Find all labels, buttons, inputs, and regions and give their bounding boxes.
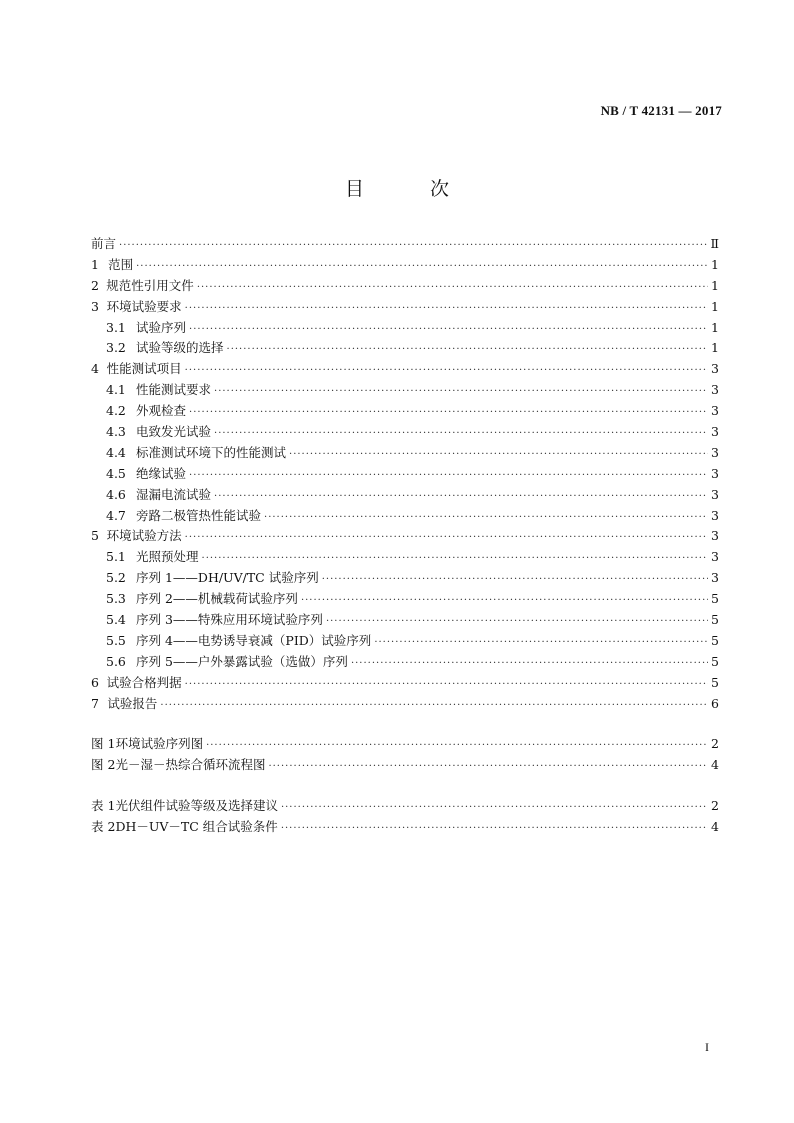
toc-entry-label: 旁路二极管热性能试验 <box>136 507 262 523</box>
table-label: DH－UV－TC 组合试验条件 <box>115 819 278 835</box>
toc-entry-number: 5.5 <box>106 632 126 648</box>
toc-entry[interactable] <box>91 359 719 380</box>
toc-entry[interactable] <box>91 297 719 318</box>
toc-entry-label: 序列 3——特殊应用环境试验序列 <box>136 612 323 628</box>
toc-subentry[interactable] <box>91 485 719 506</box>
toc-entry[interactable] <box>91 694 719 715</box>
figure-page: 4 <box>711 757 719 773</box>
toc-subentry[interactable] <box>91 443 719 464</box>
toc-entry-label: 环境试验要求 <box>106 298 182 314</box>
toc-entry-page: 1 <box>711 319 719 335</box>
dot-leader <box>189 466 708 487</box>
toc-entry-label: 试验序列 <box>136 319 187 335</box>
toc-entry-number: 6 <box>91 674 99 690</box>
toc-entry-page: 1 <box>711 277 719 293</box>
toc-subentry[interactable] <box>91 568 719 589</box>
toc-subentry[interactable] <box>91 464 719 485</box>
toc-subentry[interactable] <box>91 401 719 422</box>
dot-leader <box>264 508 708 529</box>
table-entry[interactable] <box>91 796 719 817</box>
toc-entry-page: 1 <box>711 340 719 356</box>
toc-subentry[interactable] <box>91 506 719 527</box>
dot-leader <box>185 299 708 320</box>
figure-page: 2 <box>711 736 719 752</box>
dot-leader <box>214 382 708 403</box>
toc-entry-number: 7 <box>91 695 99 711</box>
toc-entry-label: 性能测试要求 <box>136 382 212 398</box>
toc-entry-label: 湿漏电流试验 <box>136 486 212 502</box>
dot-leader <box>197 278 708 299</box>
toc-entry-page: 5 <box>711 591 719 607</box>
table-number: 表 1 <box>91 798 116 814</box>
toc-entry-page: 5 <box>711 632 719 648</box>
toc-entry-number: 4.7 <box>106 507 126 523</box>
toc-entry-number: 4 <box>91 361 99 377</box>
toc-subentry[interactable] <box>91 380 719 401</box>
toc-entry-number: 5 <box>91 528 99 544</box>
dot-leader <box>206 736 708 757</box>
toc-entry-number: 3 <box>91 298 99 314</box>
figure-label: 光－湿－热综合循环流程图 <box>115 757 266 773</box>
toc-entry-label: 性能测试项目 <box>106 361 182 377</box>
toc-subentry[interactable] <box>91 631 719 652</box>
dot-leader <box>326 612 708 633</box>
toc-entry-page: 3 <box>711 549 719 565</box>
toc-subentry[interactable] <box>91 652 719 673</box>
table-of-contents <box>91 234 719 838</box>
toc-entry-foreword[interactable] <box>91 234 719 255</box>
dot-leader <box>189 320 708 341</box>
toc-subentry[interactable] <box>91 318 719 339</box>
toc-entry-label: 范围 <box>108 256 134 272</box>
toc-entry-number: 5.4 <box>106 612 126 628</box>
figure-label: 环境试验序列图 <box>115 736 204 752</box>
toc-entry-page: 5 <box>711 653 719 669</box>
toc-subentry[interactable] <box>91 589 719 610</box>
toc-entry-page: 3 <box>711 444 719 460</box>
toc-entry-number: 5.6 <box>106 653 126 669</box>
dot-leader <box>119 236 707 257</box>
toc-entry-number: 4.1 <box>106 382 126 398</box>
dot-leader <box>136 257 708 278</box>
toc-entry-number: 5.2 <box>106 570 126 586</box>
dot-leader <box>214 424 708 445</box>
toc-subentry[interactable] <box>91 610 719 631</box>
dot-leader <box>268 757 708 778</box>
toc-entry[interactable] <box>91 255 719 276</box>
toc-entry-number: 3.1 <box>106 319 126 335</box>
toc-entry[interactable] <box>91 276 719 297</box>
toc-entry-label: 序列 5——户外暴露试验（选做）序列 <box>136 653 348 669</box>
dot-leader <box>185 675 708 696</box>
toc-entry-number: 1 <box>91 256 99 272</box>
toc-entry-label: 光照预处理 <box>136 549 199 565</box>
toc-entry-page: 3 <box>711 403 719 419</box>
toc-entry-page: 3 <box>711 382 719 398</box>
dot-leader <box>202 549 708 570</box>
toc-entry-label: 序列 1——DH/UV/TC 试验序列 <box>136 570 319 586</box>
toc-entry-label: 外观检查 <box>136 403 187 419</box>
dot-leader <box>160 696 708 717</box>
toc-entry-label: 试验等级的选择 <box>136 340 224 356</box>
dot-leader <box>322 570 708 591</box>
dot-leader <box>214 487 708 508</box>
figure-number: 图 2 <box>91 757 116 773</box>
toc-entry-number: 3.2 <box>106 340 126 356</box>
toc-entry-number: 5.1 <box>106 549 126 565</box>
toc-entry-page: 3 <box>711 361 719 377</box>
toc-entry-label: 序列 4——电势诱导衰减（PID）试验序列 <box>136 632 372 648</box>
toc-entry-label: 序列 2——机械载荷试验序列 <box>136 591 298 607</box>
toc-entry-number: 4.3 <box>106 424 126 440</box>
dot-leader <box>281 819 708 840</box>
toc-entry-label: 前言 <box>91 236 117 251</box>
dot-leader <box>185 361 708 382</box>
toc-entry-label: 试验报告 <box>107 695 158 711</box>
toc-subentry[interactable] <box>91 338 719 359</box>
dot-leader <box>189 403 708 424</box>
toc-entry-page: 1 <box>711 256 719 272</box>
toc-entry[interactable] <box>91 526 719 547</box>
toc-entry-number: 4.6 <box>106 486 126 502</box>
figure-number: 图 1 <box>91 736 116 752</box>
dot-leader <box>351 654 708 675</box>
dot-leader <box>281 798 708 819</box>
dot-leader <box>374 633 708 654</box>
toc-entry-page: 5 <box>711 674 719 690</box>
dot-leader <box>185 528 708 549</box>
toc-entry-page: 3 <box>711 507 719 523</box>
toc-entry-page: 6 <box>711 695 719 711</box>
toc-entry-page: 3 <box>711 528 719 544</box>
toc-entry-number: 5.3 <box>106 591 126 607</box>
toc-entry-page: 3 <box>711 570 719 586</box>
toc-subentry[interactable] <box>91 422 719 443</box>
toc-entry-label: 环境试验方法 <box>106 528 182 544</box>
table-number: 表 2 <box>91 819 116 835</box>
toc-entry-page: 5 <box>711 612 719 628</box>
toc-entry-page: 1 <box>711 298 719 314</box>
page-number: I <box>705 1040 709 1054</box>
table-entry[interactable] <box>91 817 719 838</box>
toc-entry-label: 标准测试环境下的性能测试 <box>136 444 287 460</box>
toc-entry-label: 电致发光试验 <box>136 424 212 440</box>
toc-entry-label: 规范性引用文件 <box>106 277 194 293</box>
toc-entry[interactable] <box>91 673 719 694</box>
figure-entry[interactable] <box>91 755 719 776</box>
dot-leader <box>289 445 708 466</box>
table-label: 光伏组件试验等级及选择建议 <box>115 798 278 814</box>
toc-entry-page: 3 <box>711 424 719 440</box>
toc-entry-page: 3 <box>711 486 719 502</box>
dot-leader <box>227 340 708 361</box>
toc-subentry[interactable] <box>91 547 719 568</box>
toc-entry-number: 4.5 <box>106 465 126 481</box>
page-title: 目 次 <box>344 178 480 200</box>
dot-leader <box>301 591 708 612</box>
toc-entry-page: 3 <box>711 465 719 481</box>
figure-entry[interactable] <box>91 734 719 755</box>
toc-entry-number: 4.4 <box>106 444 126 460</box>
standard-code: NB / T 42131 — 2017 <box>600 103 722 118</box>
toc-entry-page: Ⅱ <box>710 236 719 251</box>
toc-entry-number: 2 <box>91 277 99 293</box>
table-page: 4 <box>711 819 719 835</box>
toc-entry-label: 试验合格判据 <box>106 674 182 690</box>
toc-entry-label: 绝缘试验 <box>136 465 187 481</box>
table-page: 2 <box>711 798 719 814</box>
toc-entry-number: 4.2 <box>106 403 126 419</box>
